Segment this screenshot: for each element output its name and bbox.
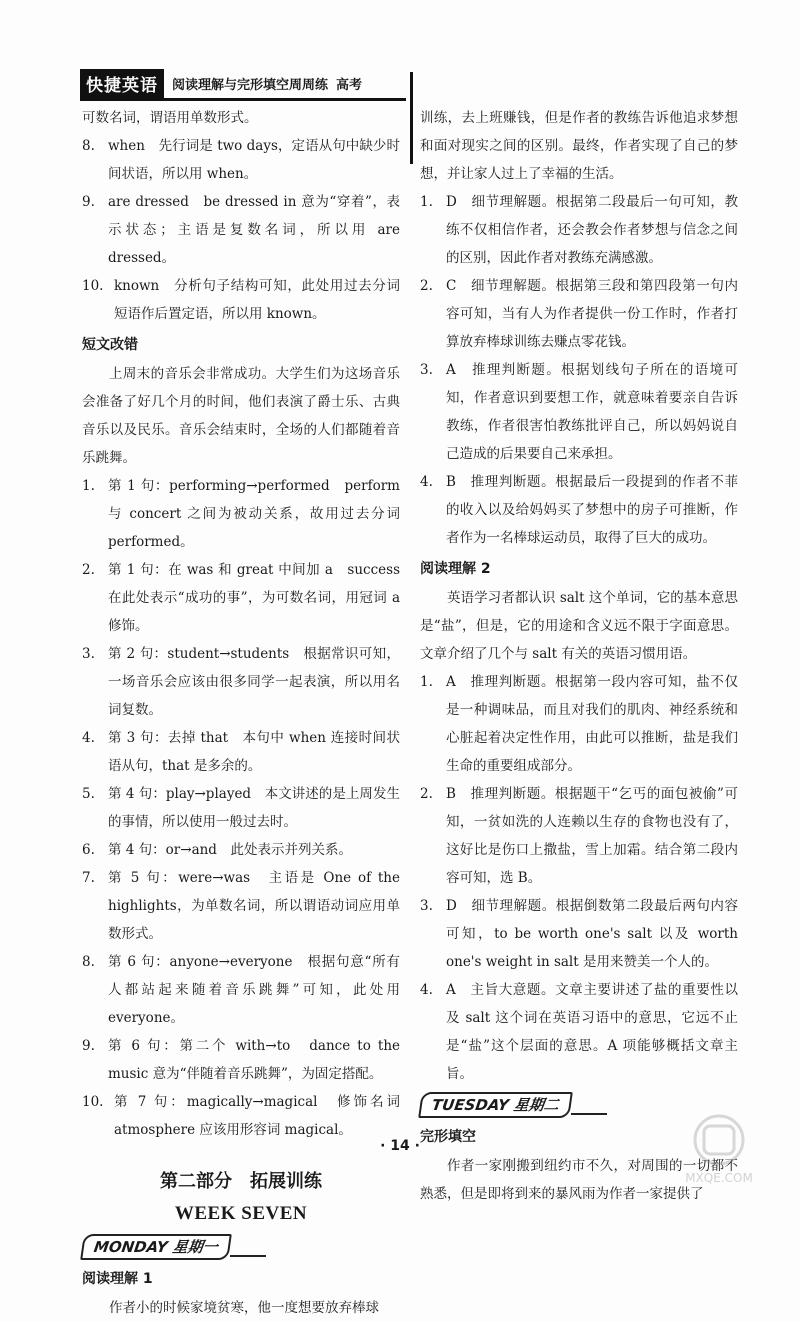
item-text: 第 4 句：or→and 此处表示并列关系。 bbox=[108, 842, 352, 858]
section-title-cloze: 完形填空 bbox=[420, 1129, 476, 1145]
day-tag-monday bbox=[82, 1234, 266, 1260]
column-divider bbox=[410, 72, 413, 164]
item-number: 8. bbox=[82, 138, 95, 154]
intro-line: 可数名词，谓语用单数形式。 bbox=[82, 110, 258, 126]
day-label: TUESDAY 星期二 bbox=[418, 1092, 573, 1118]
item-text: known 分析句子结构可知，此处用过去分词短语作后置定语，所以用 known。 bbox=[114, 278, 400, 322]
reading-2-summary: 英语学习者都认识 salt 这个单词，它的基本意思是“盐”，但是，它的用途和含义远不限于字面意思。文章介绍了几个与 salt 有关的英语习惯用语。 bbox=[420, 590, 738, 662]
item-number: 2. bbox=[420, 278, 433, 294]
item-text: A 推理判断题。根据第一段内容可知，盐不仅是一种调味品，而且对我们的肌肉、神经系统和心脏起着决定性作用，由此可以推断，盐是我们生命的重要组成部分。 bbox=[446, 674, 738, 774]
grammar-item bbox=[82, 132, 400, 188]
grammar-item bbox=[82, 272, 400, 328]
answer-item bbox=[420, 188, 738, 272]
watermark-text: MXQE.COM bbox=[685, 1171, 753, 1185]
item-text: B 推理判断题。根据题干“乞丐的面包被偷”可知，一贫如洗的人连赖以生存的食物也没有了，这好比是伤口上撒盐，雪上加霜。结合第二段内容可知，选 B。 bbox=[446, 786, 738, 886]
header-rule bbox=[80, 98, 406, 101]
section-title-reading-2: 阅读理解 2 bbox=[420, 561, 491, 577]
correction-item bbox=[82, 864, 400, 948]
item-text: 第 1 句：在 was 和 great 中间加 a success 在此处表示“成功的事”，为可数名词，用冠词 a 修饰。 bbox=[108, 562, 400, 634]
item-number: 7. bbox=[82, 870, 95, 886]
answer-item bbox=[420, 468, 738, 552]
answer-item bbox=[420, 892, 738, 976]
watermark-logo bbox=[664, 1110, 774, 1190]
item-text: D 细节理解题。根据第二段最后一句可知，教练不仅相信作者，还会教会作者梦想与信念之间的区别，因此作者对教练充满感激。 bbox=[446, 194, 738, 266]
day-tag-tail bbox=[571, 1113, 607, 1115]
day-label: MONDAY 星期一 bbox=[80, 1234, 231, 1260]
correction-item bbox=[82, 1088, 400, 1144]
item-text: C 细节理解题。根据第三段和第四段第一句内容可知，当有人为作者提供一份工作时，作者打算放弃棒球训练去赚点零花钱。 bbox=[446, 278, 738, 350]
answer-item bbox=[420, 780, 738, 892]
watermark-seal bbox=[704, 1126, 734, 1154]
grammar-item bbox=[82, 188, 400, 272]
correction-summary: 上周末的音乐会非常成功。大学生们为这场音乐会准备了好几个月的时间，他们表演了爵士乐、古典音乐以及民乐。音乐会结束时，全场的人们都随着音乐跳舞。 bbox=[82, 366, 400, 466]
answer-item bbox=[420, 668, 738, 780]
item-text: 第 3 句：去掉 that 本句中 when 连接时间状语从句，that 是多余的。 bbox=[108, 730, 400, 774]
brand-logo: 快捷英语 bbox=[80, 69, 164, 98]
reading-1-summary: 作者小的时候家境贫寒，他一度想要放弃棒球 bbox=[109, 1300, 379, 1316]
correction-item bbox=[82, 948, 400, 1032]
item-number: 9. bbox=[82, 1038, 95, 1054]
item-text: B 推理判断题。根据最后一段提到的作者不菲的收入以及给妈妈买了梦想中的房子可推断，作者作为一名棒球运动员，取得了巨大的成功。 bbox=[446, 474, 738, 546]
item-text: when 先行词是 two days，定语从句中缺少时间状语，所以用 when。 bbox=[108, 138, 400, 182]
section-title-correction: 短文改错 bbox=[82, 337, 138, 353]
day-tag-tail bbox=[230, 1255, 266, 1257]
item-text: 第 1 句：performing→performed perform 与 concert 之间为被动关系，故用过去分词 performed。 bbox=[108, 478, 400, 550]
correction-item bbox=[82, 472, 400, 556]
correction-item bbox=[82, 724, 400, 780]
item-number: 5. bbox=[82, 786, 95, 802]
answer-item bbox=[420, 976, 738, 1088]
item-number: 1. bbox=[82, 478, 95, 494]
reading-1-summary-continued: 训练，去上班赚钱，但是作者的教练告诉他追求梦想和面对现实之间的区别。最终，作者实现了自己的梦想，并让家人过上了幸福的生活。 bbox=[420, 110, 738, 182]
correction-item bbox=[82, 640, 400, 724]
item-number: 10. bbox=[82, 1094, 104, 1110]
item-text: 第 6 句：第二个 with→to dance to the music 意为“伴随着音乐跳舞”，为固定搭配。 bbox=[108, 1038, 400, 1082]
item-number: 4. bbox=[420, 982, 433, 998]
item-number: 9. bbox=[82, 194, 95, 210]
item-number: 2. bbox=[420, 786, 433, 802]
item-number: 1. bbox=[420, 674, 433, 690]
correction-item bbox=[82, 836, 400, 864]
cloze-summary: 作者一家刚搬到纽约市不久，对周围的一切都不熟悉，但是即将到来的暴风雨为作者一家提供了 bbox=[420, 1158, 738, 1202]
item-number: 4. bbox=[420, 474, 433, 490]
item-text: A 推理判断题。根据划线句子所在的语境可知，作者意识到要想工作，就意味着要亲自告诉教练，作者很害怕教练批评自己，所以妈妈说自己造成的后果要自己来承担。 bbox=[446, 362, 738, 462]
item-text: 第 5 句：were→was 主语是 One of the highlights，为单数名词，所以谓语动词应用单数形式。 bbox=[108, 870, 400, 942]
section-title-reading-1: 阅读理解 1 bbox=[82, 1271, 153, 1287]
item-text: 第 2 句：student→students 根据常识可知，一场音乐会应该由很多同学一起表演，所以用名词复数。 bbox=[108, 646, 400, 718]
book-subtitle: 阅读理解与完形填空周周练 bbox=[172, 77, 329, 93]
correction-item bbox=[82, 1032, 400, 1088]
item-text: 第 7 句：magically→magical 修饰名词 atmosphere 应该用形容词 magical。 bbox=[114, 1094, 400, 1138]
item-text: 第 4 句：play→played 本文讲述的是上周发生的事情，所以使用一般过去时。 bbox=[108, 786, 400, 830]
day-tag-tuesday bbox=[420, 1092, 607, 1118]
page-number: · 14 · bbox=[380, 1138, 420, 1154]
item-number: 3. bbox=[420, 362, 433, 378]
item-number: 10. bbox=[82, 278, 104, 294]
item-number: 3. bbox=[420, 898, 433, 914]
item-number: 3. bbox=[82, 646, 95, 662]
item-number: 6. bbox=[82, 842, 95, 858]
item-text: A 主旨大意题。文章主要讲述了盐的重要性以及 salt 这个词在英语习语中的意思，它远不止是“盐”这个层面的意思。A 项能够概括文章主旨。 bbox=[446, 982, 738, 1082]
answer-item bbox=[420, 356, 738, 468]
watermark-ring bbox=[695, 1116, 743, 1164]
book-level: 高考 bbox=[336, 77, 363, 93]
item-number: 2. bbox=[82, 562, 95, 578]
item-text: 第 6 句：anyone→everyone 根据句意“所有人都站起来随着音乐跳舞”可知，此处用 everyone。 bbox=[108, 954, 400, 1026]
item-text: are dressed be dressed in 意为“穿着”，表示状态；主语是复数名词，所以用 are dressed。 bbox=[108, 194, 400, 266]
answer-item bbox=[420, 272, 738, 356]
item-number: 1. bbox=[420, 194, 433, 210]
item-number: 8. bbox=[82, 954, 95, 970]
right-column bbox=[420, 104, 738, 1208]
item-text: D 细节理解题。根据倒数第二段最后两句内容可知，to be worth one's salt 以及 worth one's weight in salt 是用来赞美一个人的。 bbox=[446, 898, 738, 970]
correction-item bbox=[82, 780, 400, 836]
week-title: WEEK SEVEN bbox=[174, 1203, 308, 1224]
correction-item bbox=[82, 556, 400, 640]
item-number: 4. bbox=[82, 730, 95, 746]
part-title: 第二部分 拓展训练 bbox=[160, 1171, 322, 1192]
